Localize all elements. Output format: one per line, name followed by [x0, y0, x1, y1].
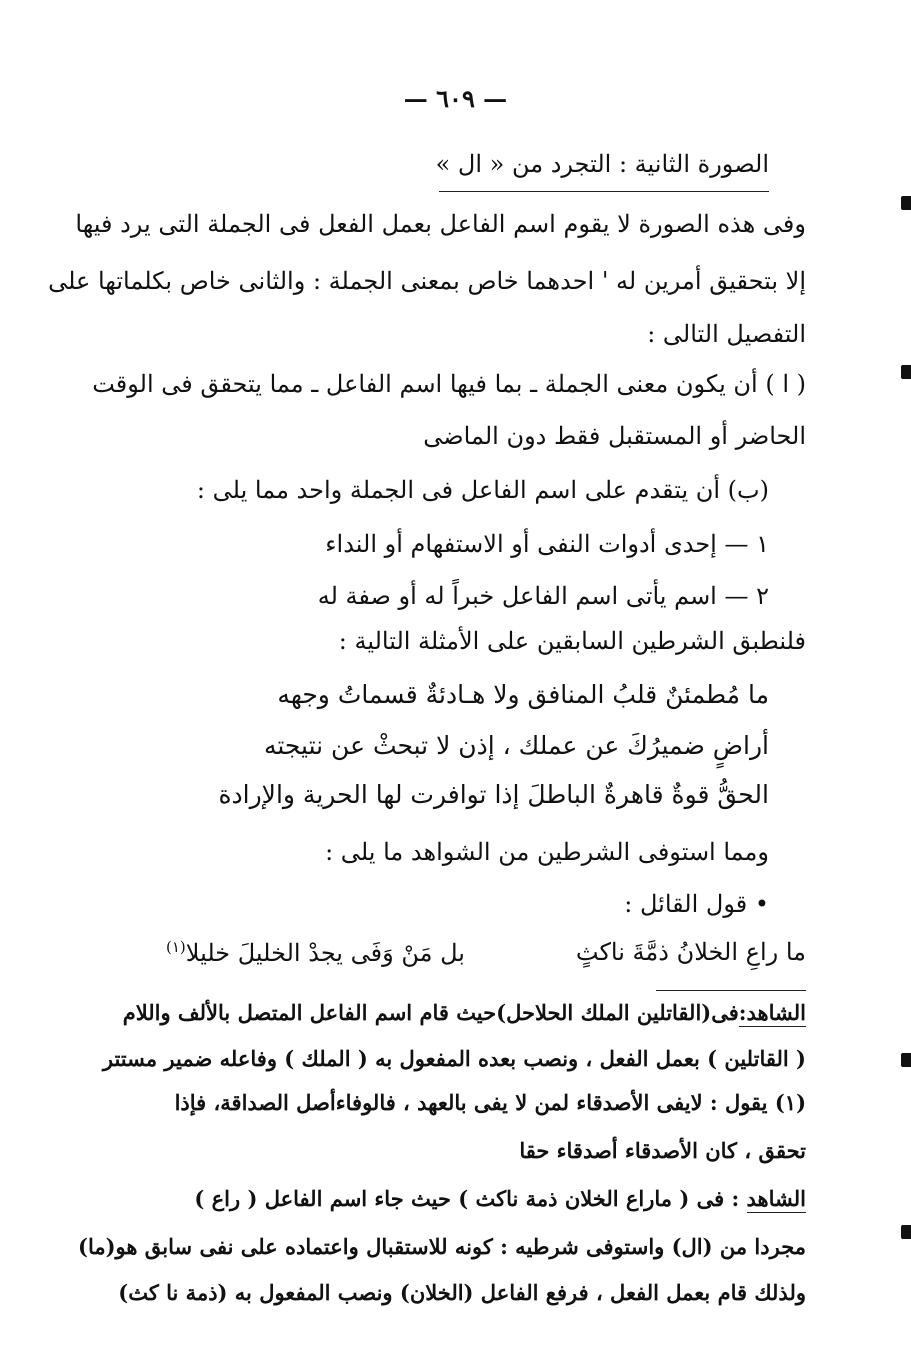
list-item: ٢ — اسم يأتى اسم الفاعل خبراً له أو صفة له — [317, 582, 769, 610]
paragraph-line: فلنطبق الشرطين السابقين على الأمثلة التالية : — [338, 627, 806, 655]
verse-first-hemistich: ما راعِ الخلانُ ذمَّةَ ناكثٍ — [575, 938, 806, 966]
verse-second-hemistich — [166, 938, 465, 967]
section-heading: الصورة الثانية : التجرد من « ال » — [435, 150, 769, 178]
paragraph-line: ومما استوفى الشرطين من الشواهد ما يلى : — [325, 838, 769, 866]
footnote-line: تحقق ، كان الأصدقاء أصدقاء حقا — [519, 1138, 806, 1163]
verse-second-hemistich-text: بل مَنْ وَفَى يجدْ الخليلَ خليلا — [185, 939, 465, 967]
condition-a-line: ( ا ) أن يكون معنى الجملة ـ بما فيها اسم الفاعل ـ مما يتحقق فى الوقت — [92, 370, 806, 398]
note-line — [194, 1186, 806, 1211]
heading-underline — [439, 191, 769, 192]
paragraph-line: وفى هذه الصورة لا يقوم اسم الفاعل بعمل الفعل فى الجملة التى يرد فيها — [75, 210, 806, 238]
note-text: فى(القاتلين الملك الحلاحل)حيث قام اسم الفاعل المتصل بالألف واللام — [122, 1000, 739, 1025]
footnote-line: (١) يقول : لايفى الأصدقاء لمن لا يفى بالعهد ، فالوفاءأصل الصداقة، فإذا — [174, 1090, 806, 1115]
note-line — [123, 1000, 806, 1025]
note-text: : فى ( ماراع الخلان ذمة ناكث ) حيث جاء اسم الفاعل ( راع ) — [194, 1186, 747, 1211]
list-item: ١ — إحدى أدوات النفى أو الاستفهام أو النداء — [325, 530, 769, 558]
scan-edge-mark — [901, 365, 911, 379]
note-label: الشاهد — [746, 1186, 806, 1211]
condition-b-line: (ب) أن يتقدم على اسم الفاعل فى الجملة واحد مما يلى : — [196, 476, 769, 504]
condition-a-line: الحاضر أو المستقبل فقط دون الماضى — [423, 422, 806, 450]
scan-edge-mark — [901, 1053, 911, 1067]
paragraph-line: إلا بتحقيق أمرين له ' احدهما خاص بمعنى الجملة : والثانى خاص بكلماتها على — [48, 267, 806, 295]
note-line: ولذلك قام بعمل الفعل ، فرفع الفاعل (الخلان) ونصب المفعول به (ذمة نا كث) — [118, 1280, 806, 1305]
note-line: ( القاتلين ) بعمل الفعل ، ونصب بعده المفعول به ( الملك ) وفاعله ضمير مستتر — [102, 1046, 806, 1071]
note-line: مجردا من (ال) واستوفى شرطيه : كونه للاستقبال واعتماده على نفى سابق هو(ما) — [78, 1234, 806, 1259]
note-divider — [656, 990, 806, 991]
example-sentence: ما مُطمئنٌ قلبُ المنافق ولا هـادئةٌ قسماتُ وجهه — [277, 680, 769, 709]
footnote-marker: (١) — [166, 938, 186, 956]
paragraph-line: التفصيل التالى : — [647, 320, 806, 348]
example-sentence: أراضٍ ضميرُكَ عن عملك ، إذن لا تبحثْ عن نتيجته — [263, 731, 769, 760]
scan-edge-mark — [901, 1225, 911, 1239]
note-label: الشاهد: — [738, 1000, 806, 1025]
example-sentence: الحقُّ قوةٌ قاهرةٌ الباطلَ إذا توافرت لها الحرية والإرادة — [218, 780, 769, 809]
page-number: — ٦٠٩ — — [403, 84, 508, 113]
quote-intro: • قول القائل : — [624, 890, 769, 918]
scan-edge-mark — [901, 196, 911, 210]
